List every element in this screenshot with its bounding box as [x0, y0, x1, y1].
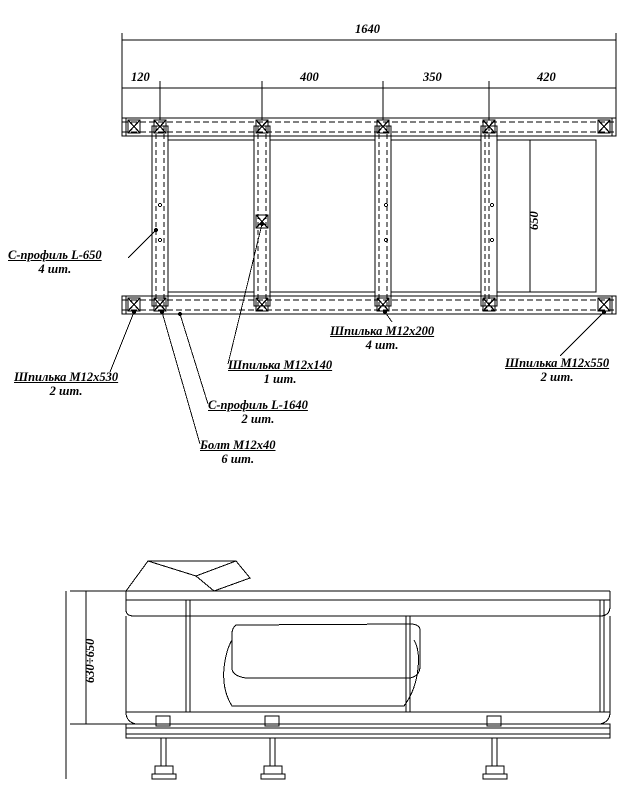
hole-marks	[158, 203, 493, 241]
bath-side-elevation	[126, 561, 610, 738]
c-profile-vertical-3	[375, 126, 391, 306]
callout-stud-m12x140-title: Шпилька М12х140	[228, 358, 333, 372]
callout-c-profile-650	[8, 248, 102, 276]
callout-stud-m12x530	[14, 370, 118, 398]
callout-c-profile-1640-qty: 2 шт.	[241, 412, 275, 426]
callout-bolt-m12x40	[200, 438, 276, 466]
callout-c-profile-1640-title: С-профиль L-1640	[208, 398, 308, 412]
callout-stud-m12x530-qty: 2 шт.	[49, 384, 83, 398]
callout-stud-m12x530-title: Шпилька М12х530	[14, 370, 119, 384]
callout-c-profile-650-title: С-профиль L-650	[8, 248, 102, 262]
callout-bolt-m12x40-title: Болт М12х40	[200, 438, 276, 452]
dim-overall-label: 1640	[355, 22, 380, 36]
callout-stud-m12x200-title: Шпилька М12х200	[330, 324, 435, 338]
callout-bolt-m12x40-qty: 6 шт.	[221, 452, 255, 466]
callout-stud-m12x550-title: Шпилька М12х550	[505, 356, 610, 370]
dim-630-650-label: 630÷650	[83, 638, 97, 683]
node-marker-mid	[256, 215, 268, 228]
callout-stud-m12x200	[330, 324, 434, 352]
c-profile-vertical-1	[152, 126, 168, 306]
frame-bottom-rail	[122, 296, 616, 314]
callout-stud-m12x550	[505, 356, 609, 384]
frame-top-rail	[122, 118, 616, 136]
dim-630-650	[70, 591, 126, 724]
callout-c-profile-650-qty: 4 шт.	[38, 262, 72, 276]
dim-120-label: 120	[131, 70, 150, 84]
callout-stud-m12x140-qty: 1 шт.	[263, 372, 297, 386]
callout-stud-m12x140	[228, 358, 332, 386]
callout-stud-m12x550-qty: 2 шт.	[540, 370, 574, 384]
dim-chain	[122, 81, 616, 120]
frame-posts-bottom-view	[186, 600, 604, 712]
dim-420-label: 420	[537, 70, 556, 84]
dim-650-label: 650	[527, 211, 541, 230]
dim-400-label: 400	[300, 70, 319, 84]
c-profile-vertical-4	[481, 126, 497, 306]
dim-350-label: 350	[423, 70, 442, 84]
support-legs	[152, 716, 507, 779]
callout-stud-m12x200-qty: 4 шт.	[365, 338, 399, 352]
callout-c-profile-1640	[208, 398, 308, 426]
